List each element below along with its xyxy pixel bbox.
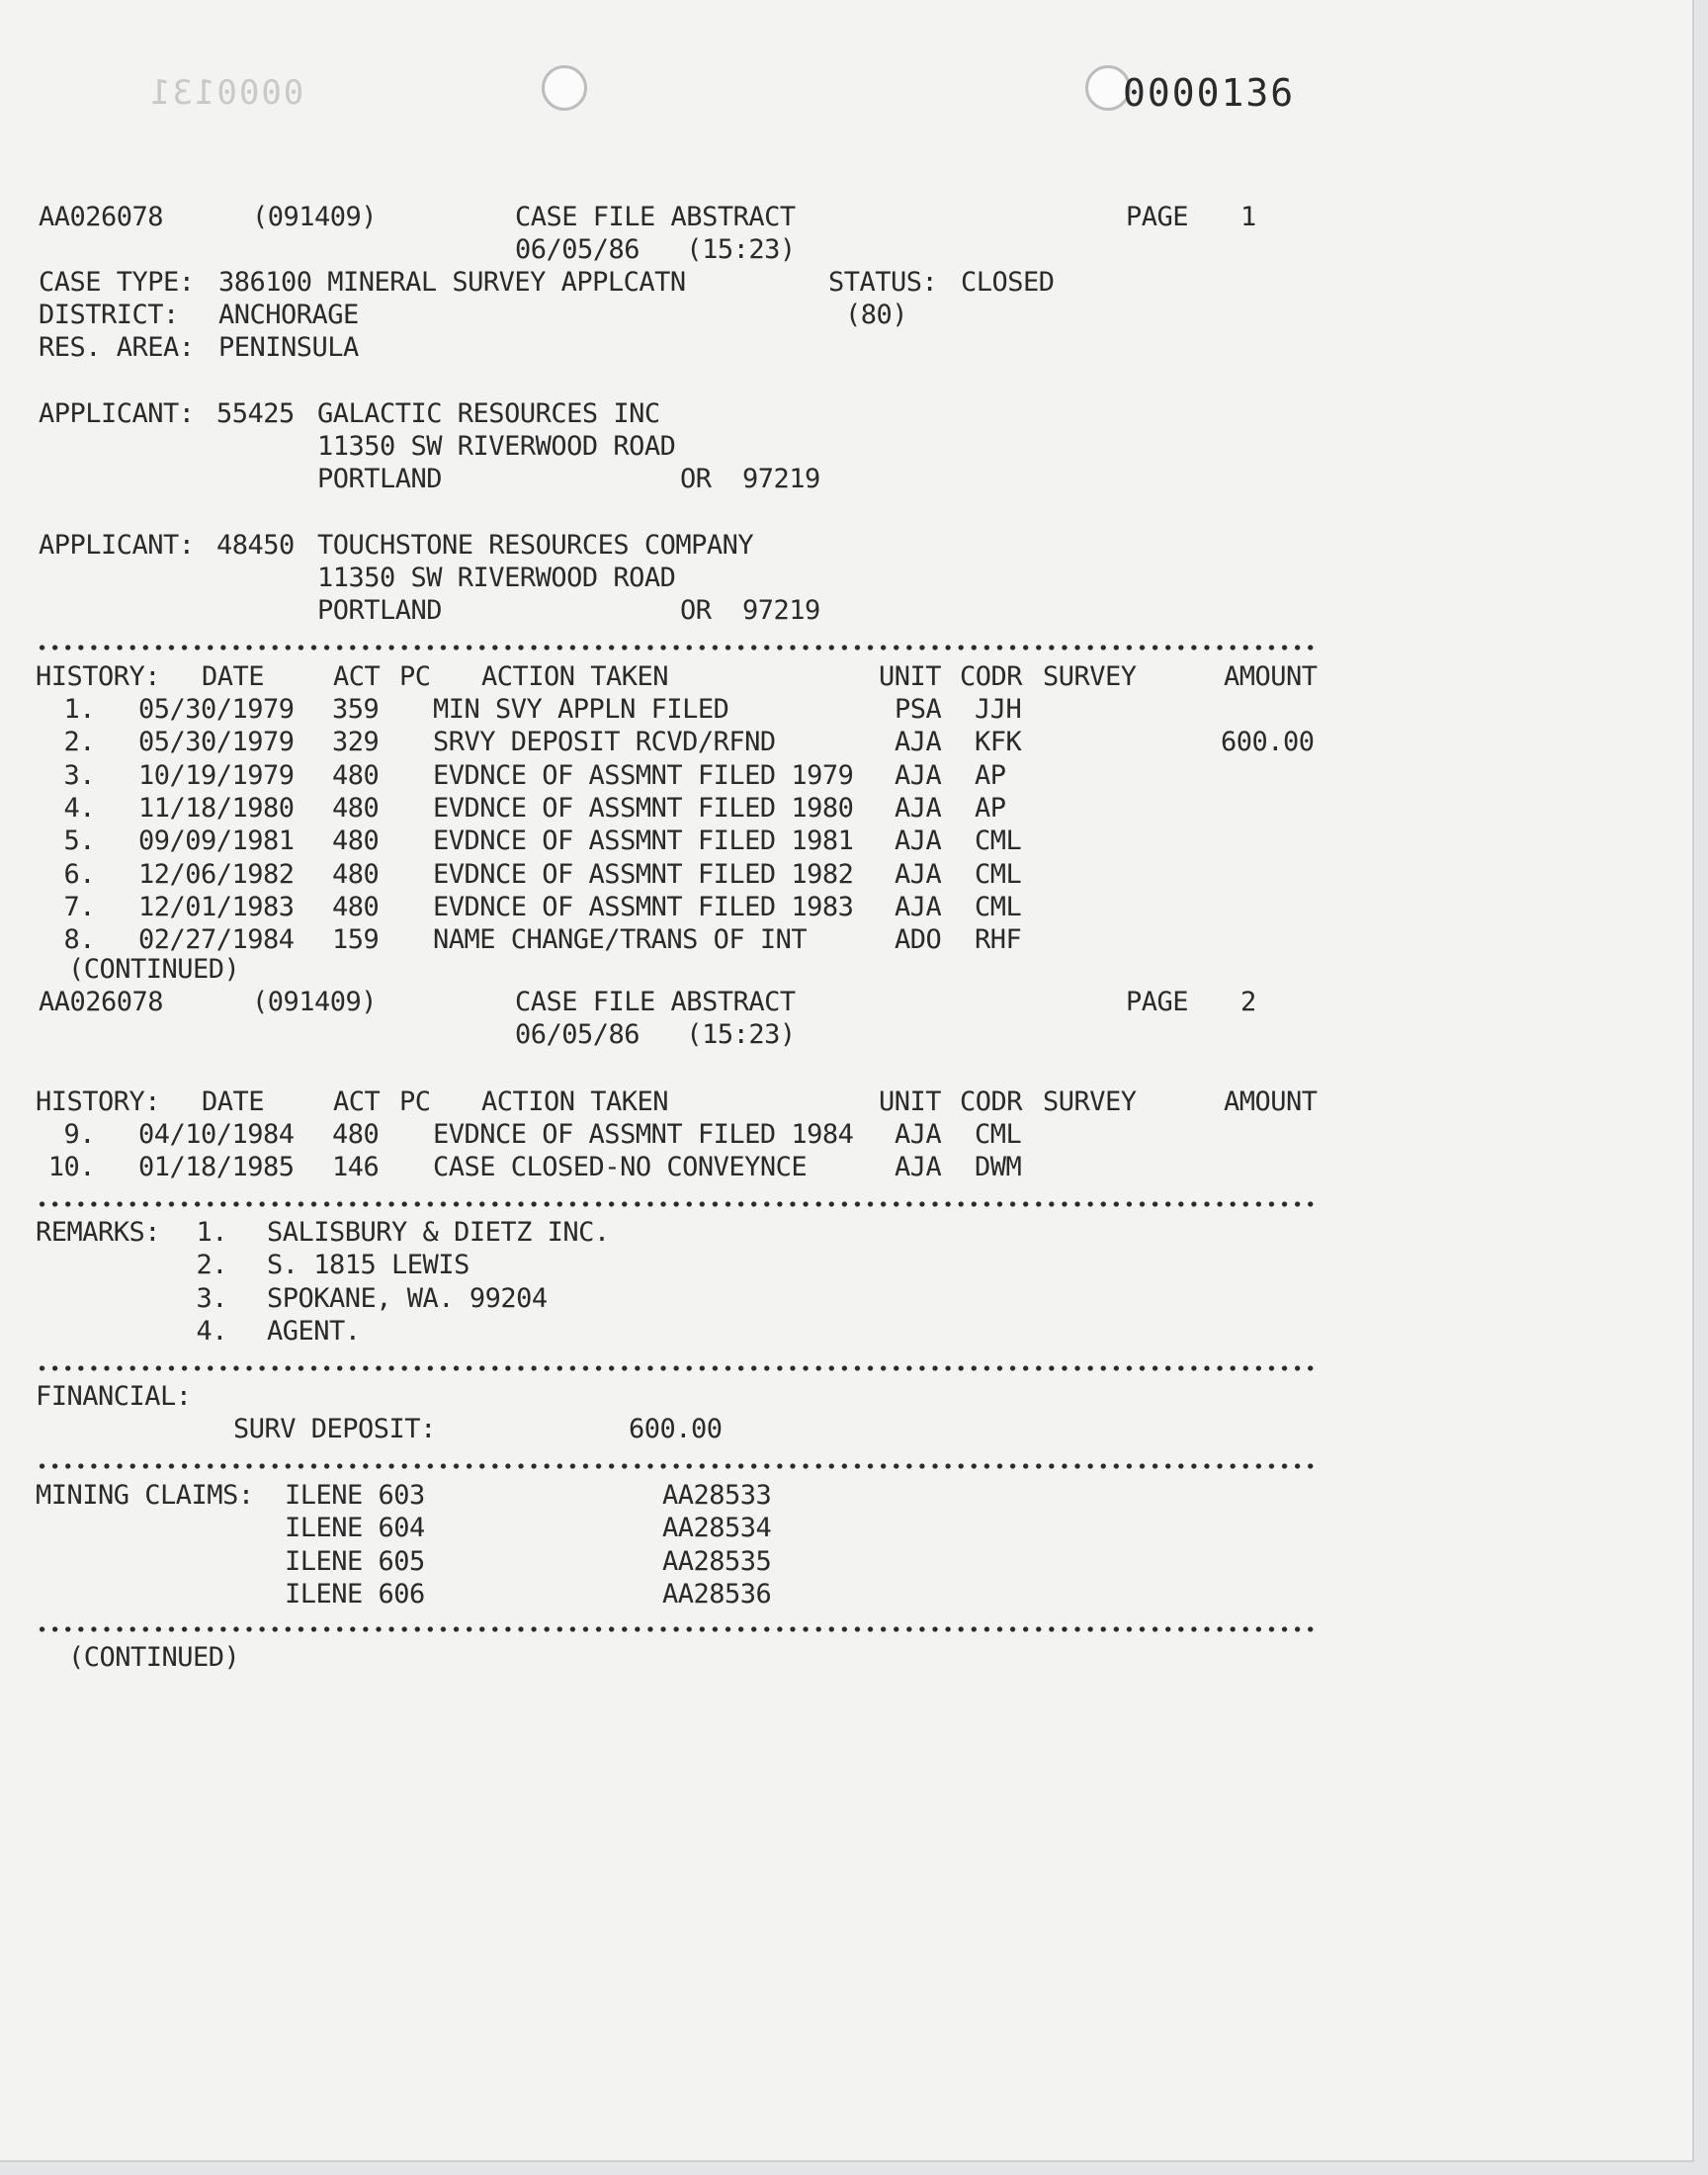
dotted-separator xyxy=(36,644,1321,652)
history-row xyxy=(0,1118,1692,1151)
financial-label: FINANCIAL: xyxy=(36,1381,192,1412)
col-pc: PC xyxy=(399,661,431,692)
remark-item xyxy=(0,1216,1692,1249)
applicant-name: GALACTIC RESOURCES INC xyxy=(317,398,660,429)
row-date: 05/30/1979 xyxy=(138,727,295,758)
history-header xyxy=(0,660,1692,693)
row-action: SRVY DEPOSIT RCVD/RFND xyxy=(433,727,776,758)
row-number: 2. xyxy=(63,727,95,758)
remark-number: 3. xyxy=(196,1282,227,1314)
row-act-code: 480 xyxy=(332,826,380,857)
history-row xyxy=(0,858,1692,891)
col-survey: SURVEY xyxy=(1043,661,1137,692)
dotted-separator xyxy=(36,1625,1321,1633)
page-label: PAGE xyxy=(1126,987,1189,1017)
mining-claim-row xyxy=(0,1545,1692,1578)
row-codr: AP xyxy=(975,792,1006,824)
mining-claims-label: MINING CLAIMS: xyxy=(36,1480,254,1511)
row-codr: AP xyxy=(975,759,1006,791)
row-action: EVDNCE OF ASSMNT FILED 1979 xyxy=(433,759,854,791)
row-unit: AJA xyxy=(895,1152,942,1183)
row-action: EVDNCE OF ASSMNT FILED 1984 xyxy=(433,1119,854,1150)
row-act-code: 480 xyxy=(332,792,380,824)
row-unit: AJA xyxy=(895,1119,942,1150)
col-amount: AMOUNT xyxy=(1224,1087,1318,1117)
row-number: 9. xyxy=(63,1119,95,1150)
surv-deposit-value: 600.00 xyxy=(629,1414,723,1444)
col-codr: CODR xyxy=(960,1087,1023,1117)
history-row xyxy=(0,726,1692,758)
row-date: 04/10/1984 xyxy=(138,1119,295,1150)
status-label: STATUS: xyxy=(828,267,938,298)
row-date: 11/18/1980 xyxy=(138,792,295,824)
status-value: CLOSED xyxy=(961,267,1055,298)
applicant-city: PORTLAND xyxy=(317,595,443,626)
page-label: PAGE xyxy=(1126,202,1189,232)
history-row xyxy=(0,825,1692,857)
row-act-code: 329 xyxy=(332,727,380,758)
district-label: DISTRICT: xyxy=(39,300,179,330)
punch-hole xyxy=(542,65,587,111)
row-action: EVDNCE OF ASSMNT FILED 1980 xyxy=(433,792,854,824)
row-unit: AJA xyxy=(895,727,942,758)
remark-text: SALISBURY & DIETZ INC. xyxy=(267,1217,610,1248)
continued-note: (CONTINUED) xyxy=(68,1642,240,1673)
case-id: AA026078 xyxy=(39,987,164,1017)
remark-number: 2. xyxy=(196,1250,227,1281)
row-unit: AJA xyxy=(895,826,942,857)
applicant-label: APPLICANT: xyxy=(39,398,195,429)
remarks-label: REMARKS: xyxy=(36,1217,161,1248)
case-type-value: 386100 MINERAL SURVEY APPLCATN xyxy=(218,267,686,298)
row-codr: CML xyxy=(975,826,1022,857)
row-act-code: 480 xyxy=(332,891,380,922)
col-action: ACTION TAKEN xyxy=(481,1087,669,1117)
row-unit: ADO xyxy=(895,924,942,956)
row-action: EVDNCE OF ASSMNT FILED 1981 xyxy=(433,826,854,857)
col-survey: SURVEY xyxy=(1043,1087,1137,1117)
row-codr: CML xyxy=(975,1119,1022,1150)
col-date: DATE xyxy=(202,1087,265,1117)
remark-item xyxy=(0,1282,1692,1315)
report-datetime: 06/05/86 (15:23) xyxy=(515,234,796,265)
col-pc: PC xyxy=(399,1087,431,1117)
row-number: 1. xyxy=(63,694,95,725)
claim-serial: AA28534 xyxy=(662,1513,772,1544)
history-label: HISTORY: xyxy=(36,661,161,692)
col-unit: UNIT xyxy=(879,661,942,692)
row-unit: AJA xyxy=(895,858,942,890)
row-codr: CML xyxy=(975,858,1022,890)
claim-serial: AA28533 xyxy=(662,1480,772,1511)
history-row xyxy=(0,693,1692,726)
claim-name: ILENE 606 xyxy=(285,1578,425,1610)
dotted-separator xyxy=(36,1462,1321,1470)
remark-text: S. 1815 LEWIS xyxy=(267,1250,470,1281)
row-number: 3. xyxy=(63,759,95,791)
row-unit: PSA xyxy=(895,694,942,725)
row-act-code: 480 xyxy=(332,858,380,890)
history-row xyxy=(0,891,1692,923)
res-area-value: PENINSULA xyxy=(218,332,359,363)
claim-name: ILENE 603 xyxy=(285,1480,425,1511)
history-row xyxy=(0,792,1692,825)
remark-text: SPOKANE, WA. 99204 xyxy=(267,1282,548,1314)
claim-name: ILENE 604 xyxy=(285,1513,425,1544)
dotted-separator xyxy=(36,1200,1321,1208)
mining-claim-row xyxy=(0,1578,1692,1610)
res-area-label: RES. AREA: xyxy=(39,332,195,363)
dotted-separator xyxy=(36,1364,1321,1372)
report-datetime: 06/05/86 (15:23) xyxy=(515,1019,796,1050)
stamp-number: 0000136 xyxy=(1123,71,1296,115)
bleed-through-number: 0000131 xyxy=(148,73,304,113)
row-number: 10. xyxy=(47,1152,95,1183)
col-date: DATE xyxy=(202,661,265,692)
row-action: EVDNCE OF ASSMNT FILED 1982 xyxy=(433,858,854,890)
row-date: 10/19/1979 xyxy=(138,759,295,791)
remark-number: 1. xyxy=(196,1217,227,1248)
row-number: 5. xyxy=(63,826,95,857)
row-unit: AJA xyxy=(895,759,942,791)
row-act-code: 159 xyxy=(332,924,380,956)
applicant-state-zip: OR 97219 xyxy=(680,595,820,626)
col-act: ACT xyxy=(333,1087,381,1117)
district-value: ANCHORAGE xyxy=(218,300,359,330)
continued-note: (CONTINUED) xyxy=(68,954,240,985)
col-unit: UNIT xyxy=(879,1087,942,1117)
row-amount: 600.00 xyxy=(1221,727,1315,758)
row-date: 02/27/1984 xyxy=(138,924,295,956)
row-act-code: 480 xyxy=(332,759,380,791)
case-id: AA026078 xyxy=(39,202,164,232)
row-codr: RHF xyxy=(975,924,1022,956)
surv-deposit-label: SURV DEPOSIT: xyxy=(233,1414,436,1444)
row-date: 12/06/1982 xyxy=(138,858,295,890)
col-amount: AMOUNT xyxy=(1224,661,1318,692)
row-date: 12/01/1983 xyxy=(138,891,295,922)
remark-item xyxy=(0,1315,1692,1348)
row-unit: AJA xyxy=(895,792,942,824)
status-code: (80) xyxy=(845,300,908,330)
row-unit: AJA xyxy=(895,891,942,922)
page-title: CASE FILE ABSTRACT xyxy=(515,987,796,1017)
mining-claim-row xyxy=(0,1479,1692,1512)
page-title: CASE FILE ABSTRACT xyxy=(515,202,796,232)
mining-claim-row xyxy=(0,1512,1692,1544)
history-header xyxy=(0,1086,1692,1118)
row-act-code: 146 xyxy=(332,1152,380,1183)
row-codr: KFK xyxy=(975,727,1022,758)
applicant-label: APPLICANT: xyxy=(39,530,195,561)
row-action: NAME CHANGE/TRANS OF INT xyxy=(433,924,808,956)
row-action: EVDNCE OF ASSMNT FILED 1983 xyxy=(433,891,854,922)
remark-number: 4. xyxy=(196,1315,227,1347)
history-label: HISTORY: xyxy=(36,1087,161,1117)
col-codr: CODR xyxy=(960,661,1023,692)
row-number: 8. xyxy=(63,924,95,956)
row-action: CASE CLOSED-NO CONVEYNCE xyxy=(433,1152,808,1183)
row-codr: CML xyxy=(975,891,1022,922)
row-date: 05/30/1979 xyxy=(138,694,295,725)
row-act-code: 480 xyxy=(332,1119,380,1150)
claim-serial: AA28535 xyxy=(662,1545,772,1577)
remark-text: AGENT. xyxy=(267,1315,361,1347)
applicant-city: PORTLAND xyxy=(317,464,443,494)
col-act: ACT xyxy=(333,661,381,692)
case-type-label: CASE TYPE: xyxy=(39,267,195,298)
page-number: 2 xyxy=(1240,987,1256,1017)
row-date: 09/09/1981 xyxy=(138,826,295,857)
history-row xyxy=(0,1151,1692,1183)
applicant-name: TOUCHSTONE RESOURCES COMPANY xyxy=(317,530,754,561)
row-action: MIN SVY APPLN FILED xyxy=(433,694,729,725)
applicant-id: 48450 xyxy=(216,530,295,561)
row-codr: DWM xyxy=(975,1152,1022,1183)
row-number: 7. xyxy=(63,891,95,922)
claim-name: ILENE 605 xyxy=(285,1545,425,1577)
row-codr: JJH xyxy=(975,694,1022,725)
applicant-state-zip: OR 97219 xyxy=(680,464,820,494)
col-action: ACTION TAKEN xyxy=(481,661,669,692)
case-code: (091409) xyxy=(252,987,378,1017)
page-number: 1 xyxy=(1240,202,1256,232)
applicant-id: 55425 xyxy=(216,398,295,429)
row-number: 4. xyxy=(63,792,95,824)
history-row xyxy=(0,923,1692,956)
history-row xyxy=(0,759,1692,792)
claim-serial: AA28536 xyxy=(662,1578,772,1610)
case-code: (091409) xyxy=(252,202,378,232)
applicant-street: 11350 SW RIVERWOOD ROAD xyxy=(317,431,676,462)
remark-item xyxy=(0,1249,1692,1281)
row-date: 01/18/1985 xyxy=(138,1152,295,1183)
row-number: 6. xyxy=(63,858,95,890)
applicant-street: 11350 SW RIVERWOOD ROAD xyxy=(317,563,676,593)
row-act-code: 359 xyxy=(332,694,380,725)
